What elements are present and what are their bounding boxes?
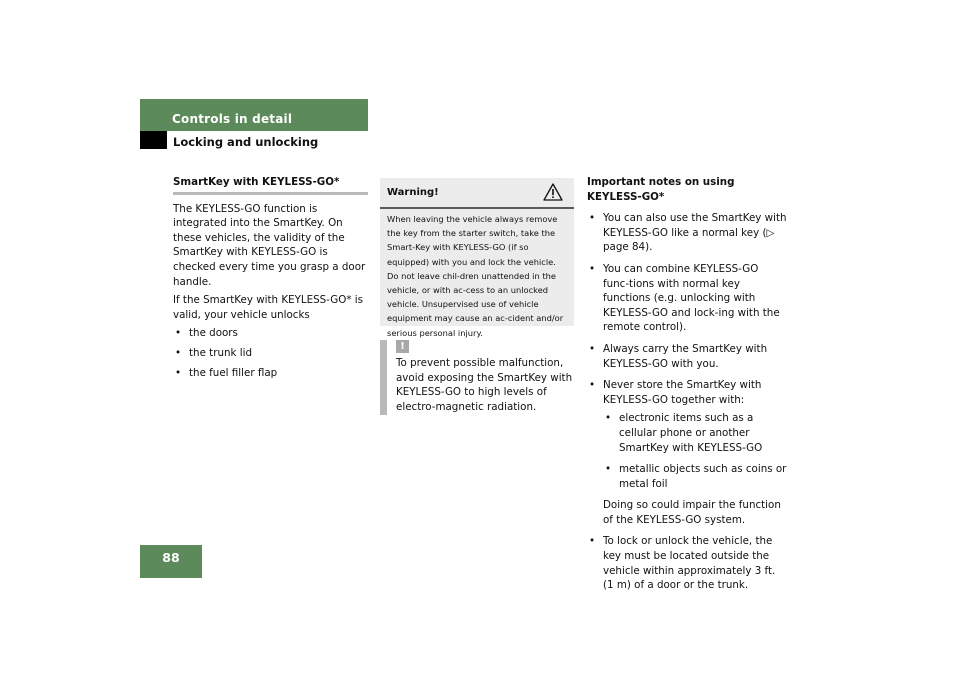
sub-list-item: • metallic objects such as coins or metal foil bbox=[605, 463, 787, 490]
note-side-bar bbox=[380, 340, 387, 415]
section-marker bbox=[140, 131, 167, 149]
notes-list bbox=[587, 211, 787, 593]
list-item: • You can also use the SmartKey with KEYLESS-GO like a normal key (▷ page 84). bbox=[589, 212, 787, 254]
column-smartkey bbox=[173, 175, 368, 385]
impair-note: Doing so could impair the function of the KEYLESS-GO system. bbox=[603, 499, 781, 526]
list-item: • You can combine KEYLESS-GO func-tions with normal key functions (e.g. unlocking with KEYLESS-GO and lock-ing with the remote control). bbox=[589, 262, 780, 334]
notes-heading: Important notes on using KEYLESS-GO* bbox=[587, 176, 735, 203]
section-title: Controls in detail bbox=[172, 112, 293, 126]
smartkey-heading: SmartKey with KEYLESS-GO* bbox=[173, 176, 340, 188]
list-item: • the doors bbox=[175, 327, 238, 340]
page-number: 88 bbox=[162, 550, 180, 565]
unlock-list bbox=[173, 326, 368, 380]
note-exclamation-icon: ! bbox=[396, 340, 409, 353]
warning-text: When leaving the vehicle always remove the key from the starter switch, take the Smart-Key with KEYLESS-GO (if so equipped) with you and lock the vehicle. Do not leave chil-dren unattended in the vehicle, or with ac-cess to an unlocked vehicle. Unsupervised use of vehicle equipment may cause an ac-cident and/or serious personal injury. bbox=[387, 214, 564, 338]
warning-triangle-icon bbox=[543, 183, 563, 205]
warning-divider bbox=[380, 207, 574, 209]
column-important-notes bbox=[587, 175, 787, 600]
warning-title: Warning! bbox=[387, 187, 439, 198]
sub-list bbox=[603, 411, 787, 491]
smartkey-paragraph-2: If the SmartKey with KEYLESS-GO* is valid, your vehicle unlocks bbox=[173, 294, 363, 321]
list-item: • the fuel filler flap bbox=[175, 366, 278, 379]
list-item: • Always carry the SmartKey with KEYLESS-GO with you. bbox=[589, 342, 768, 370]
smartkey-paragraph-1: The KEYLESS-GO function is integrated into the SmartKey. On these vehicles, the validity of the SmartKey with KEYLESS-GO is checked every time you grasp a door handle. bbox=[173, 202, 366, 288]
heading-rule bbox=[173, 192, 368, 195]
list-item: • the trunk lid bbox=[175, 346, 252, 359]
list-item: • To lock or unlock the vehicle, the key must be located outside the vehicle within approximately 3 ft. (1 m) of a door or the trunk. bbox=[589, 535, 776, 592]
subsection-title: Locking and unlocking bbox=[173, 135, 319, 149]
list-item: • Never store the SmartKey with KEYLESS-GO together with: • electronic items such as a cellular phone or another SmartKey with KEYLESS-GO • metallic objects such as coins or metal foil Doing so could impair the function of the KEYLESS-GO system. bbox=[589, 379, 787, 526]
note-text: To prevent possible malfunction, avoid exposing the SmartKey with KEYLESS-GO to high levels of electro-magnetic radiation. bbox=[396, 357, 573, 413]
sub-list-item: • electronic items such as a cellular phone or another SmartKey with KEYLESS-GO bbox=[605, 412, 763, 454]
